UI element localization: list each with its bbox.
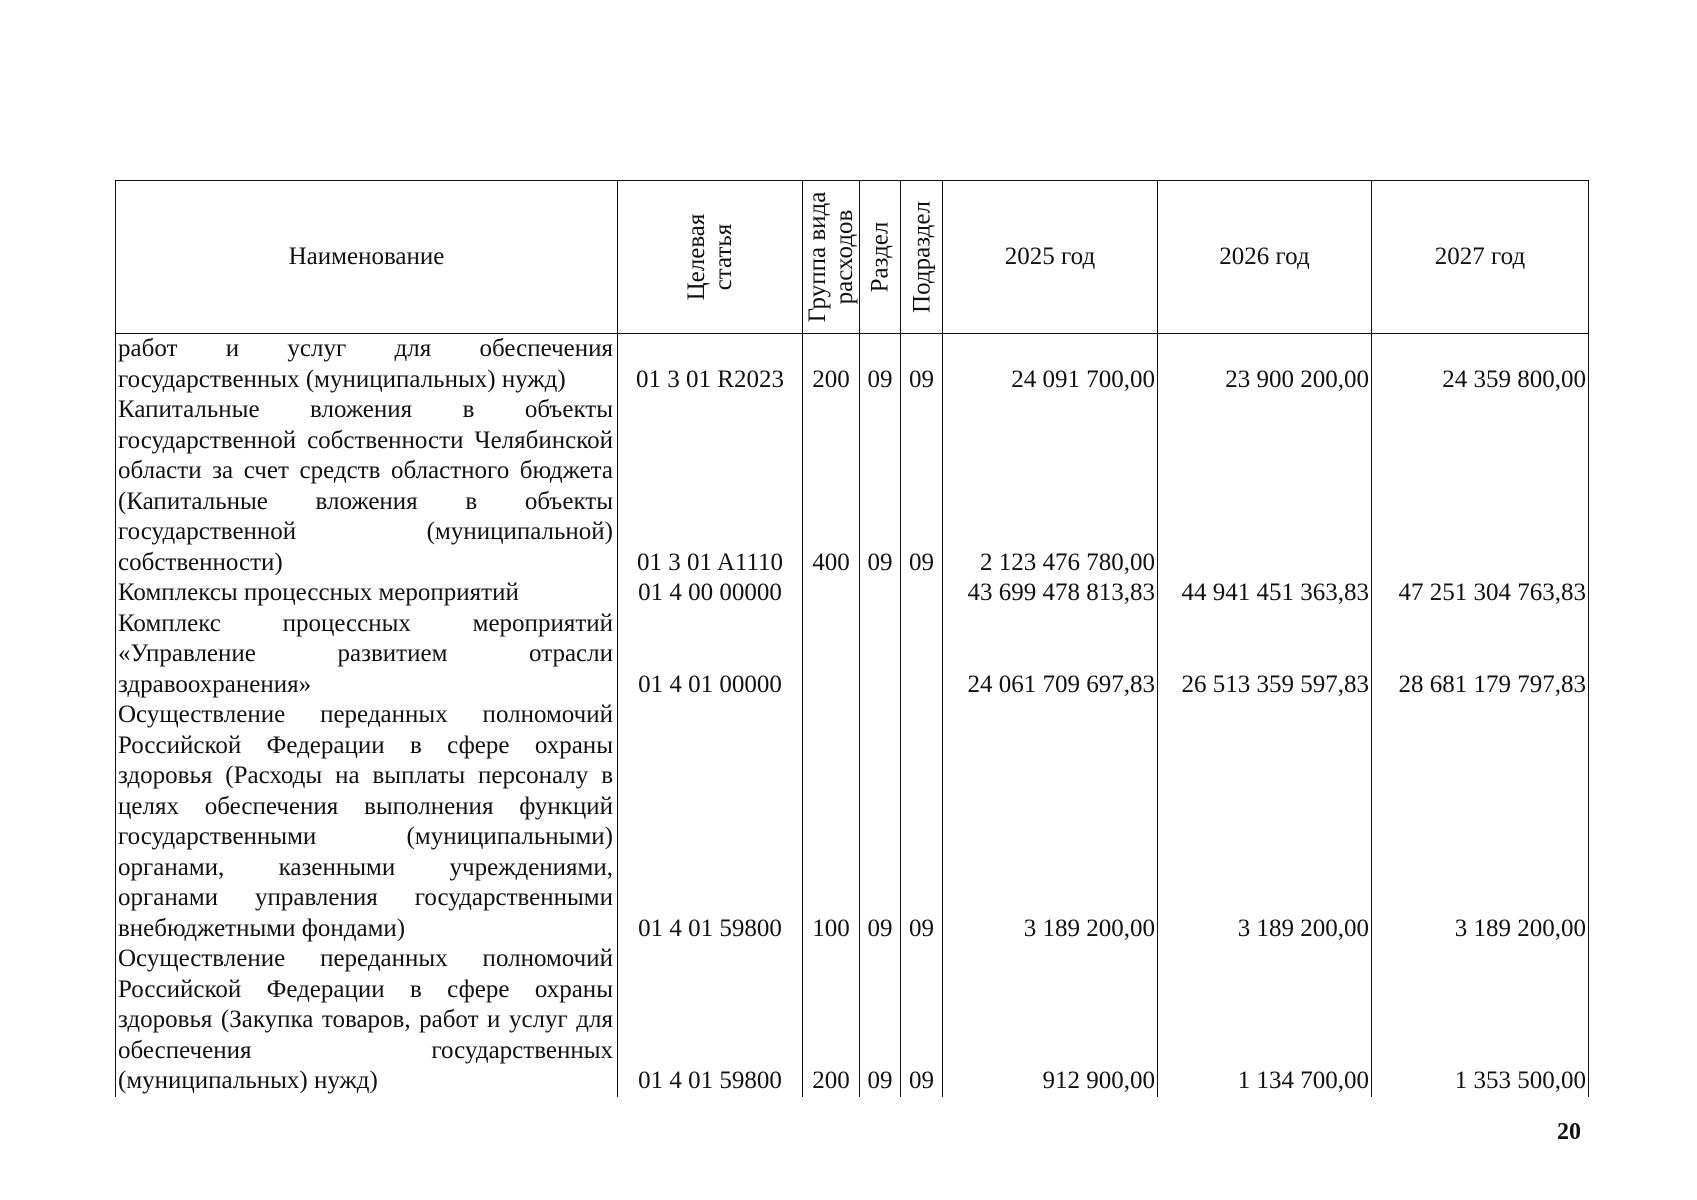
- row-podrazdel: 09: [901, 944, 943, 1097]
- header-name: Наименование: [116, 181, 618, 334]
- row-group: 200: [803, 944, 860, 1097]
- row-2025: 912 900,00: [943, 944, 1158, 1097]
- row-name: Комплекс процессных мероприятий «Управление развитием отрасли здравоохранения»: [116, 609, 618, 701]
- row-name: Комплексы процессных мероприятий: [116, 578, 618, 609]
- header-target-article: Целевая статья: [618, 181, 803, 334]
- row-razdel: 09: [860, 700, 901, 944]
- row-name: Осуществление переданных полномочий Российской Федерации в сфере охраны здоровья (Расходы на выплаты персоналу в целях обеспечения выполнения функций государственными (муниципальными) органами, казенными учреждениями, органами управления государственными внебюджетными фондами): [116, 700, 618, 944]
- row-name: Осуществление переданных полномочий Российской Федерации в сфере охраны здоровья (Закупка товаров, работ и услуг для обеспечения государственных (муниципальных) нужд): [116, 944, 618, 1097]
- row-target: 01 4 00 00000: [618, 578, 803, 609]
- row-2027: 24 359 800,00: [1372, 334, 1589, 396]
- row-target: 01 3 01 R2023: [618, 334, 803, 396]
- row-razdel: 09: [860, 334, 901, 396]
- row-group: 200: [803, 334, 860, 396]
- table-row: [116, 609, 1589, 701]
- row-podrazdel: 09: [901, 334, 943, 396]
- header-year-2025: 2025 год: [943, 181, 1158, 334]
- row-2027: [1372, 395, 1589, 578]
- header-expense-group: Группа вида расходов: [803, 181, 860, 334]
- row-2025: 24 091 700,00: [943, 334, 1158, 396]
- row-2026: 23 900 200,00: [1158, 334, 1372, 396]
- row-name: Капитальные вложения в объекты государственной собственности Челябинской области за счет средств областного бюджета (Капитальные вложения в объекты государственной (муниципальной) собственности): [116, 395, 618, 578]
- table-row: [116, 578, 1589, 609]
- row-target: 01 4 01 00000: [618, 609, 803, 701]
- row-podrazdel: [901, 578, 943, 609]
- row-2025: 43 699 478 813,83: [943, 578, 1158, 609]
- header-podrazdel: Подраздел: [901, 181, 943, 334]
- row-2025: 24 061 709 697,83: [943, 609, 1158, 701]
- table-row: [116, 334, 1589, 396]
- row-2027: 47 251 304 763,83: [1372, 578, 1589, 609]
- row-2025: 2 123 476 780,00: [943, 395, 1158, 578]
- page-number: 20: [1557, 1119, 1581, 1145]
- row-group: [803, 578, 860, 609]
- row-group: 400: [803, 395, 860, 578]
- row-podrazdel: 09: [901, 395, 943, 578]
- row-2026: 3 189 200,00: [1158, 700, 1372, 944]
- row-razdel: 09: [860, 944, 901, 1097]
- row-2027: 3 189 200,00: [1372, 700, 1589, 944]
- row-target: 01 3 01 A1110: [618, 395, 803, 578]
- row-2026: 26 513 359 597,83: [1158, 609, 1372, 701]
- row-2026: [1158, 395, 1372, 578]
- row-target: 01 4 01 59800: [618, 700, 803, 944]
- header-razdel: Раздел: [860, 181, 901, 334]
- row-group: 100: [803, 700, 860, 944]
- table-row: [116, 395, 1589, 578]
- row-2027: 1 353 500,00: [1372, 944, 1589, 1097]
- row-group: [803, 609, 860, 701]
- row-razdel: [860, 578, 901, 609]
- row-name: работ и услуг для обеспечения государственных (муниципальных) нужд): [116, 334, 618, 396]
- row-2026: 1 134 700,00: [1158, 944, 1372, 1097]
- table-row: [116, 700, 1589, 944]
- table-header-row: [116, 181, 1589, 334]
- header-year-2026: 2026 год: [1158, 181, 1372, 334]
- row-podrazdel: [901, 609, 943, 701]
- row-razdel: 09: [860, 395, 901, 578]
- row-podrazdel: 09: [901, 700, 943, 944]
- row-2025: 3 189 200,00: [943, 700, 1158, 944]
- row-2026: 44 941 451 363,83: [1158, 578, 1372, 609]
- row-2027: 28 681 179 797,83: [1372, 609, 1589, 701]
- row-target: 01 4 01 59800: [618, 944, 803, 1097]
- budget-table: [115, 180, 1589, 1097]
- row-razdel: [860, 609, 901, 701]
- header-year-2027: 2027 год: [1372, 181, 1589, 334]
- table-row: [116, 944, 1589, 1097]
